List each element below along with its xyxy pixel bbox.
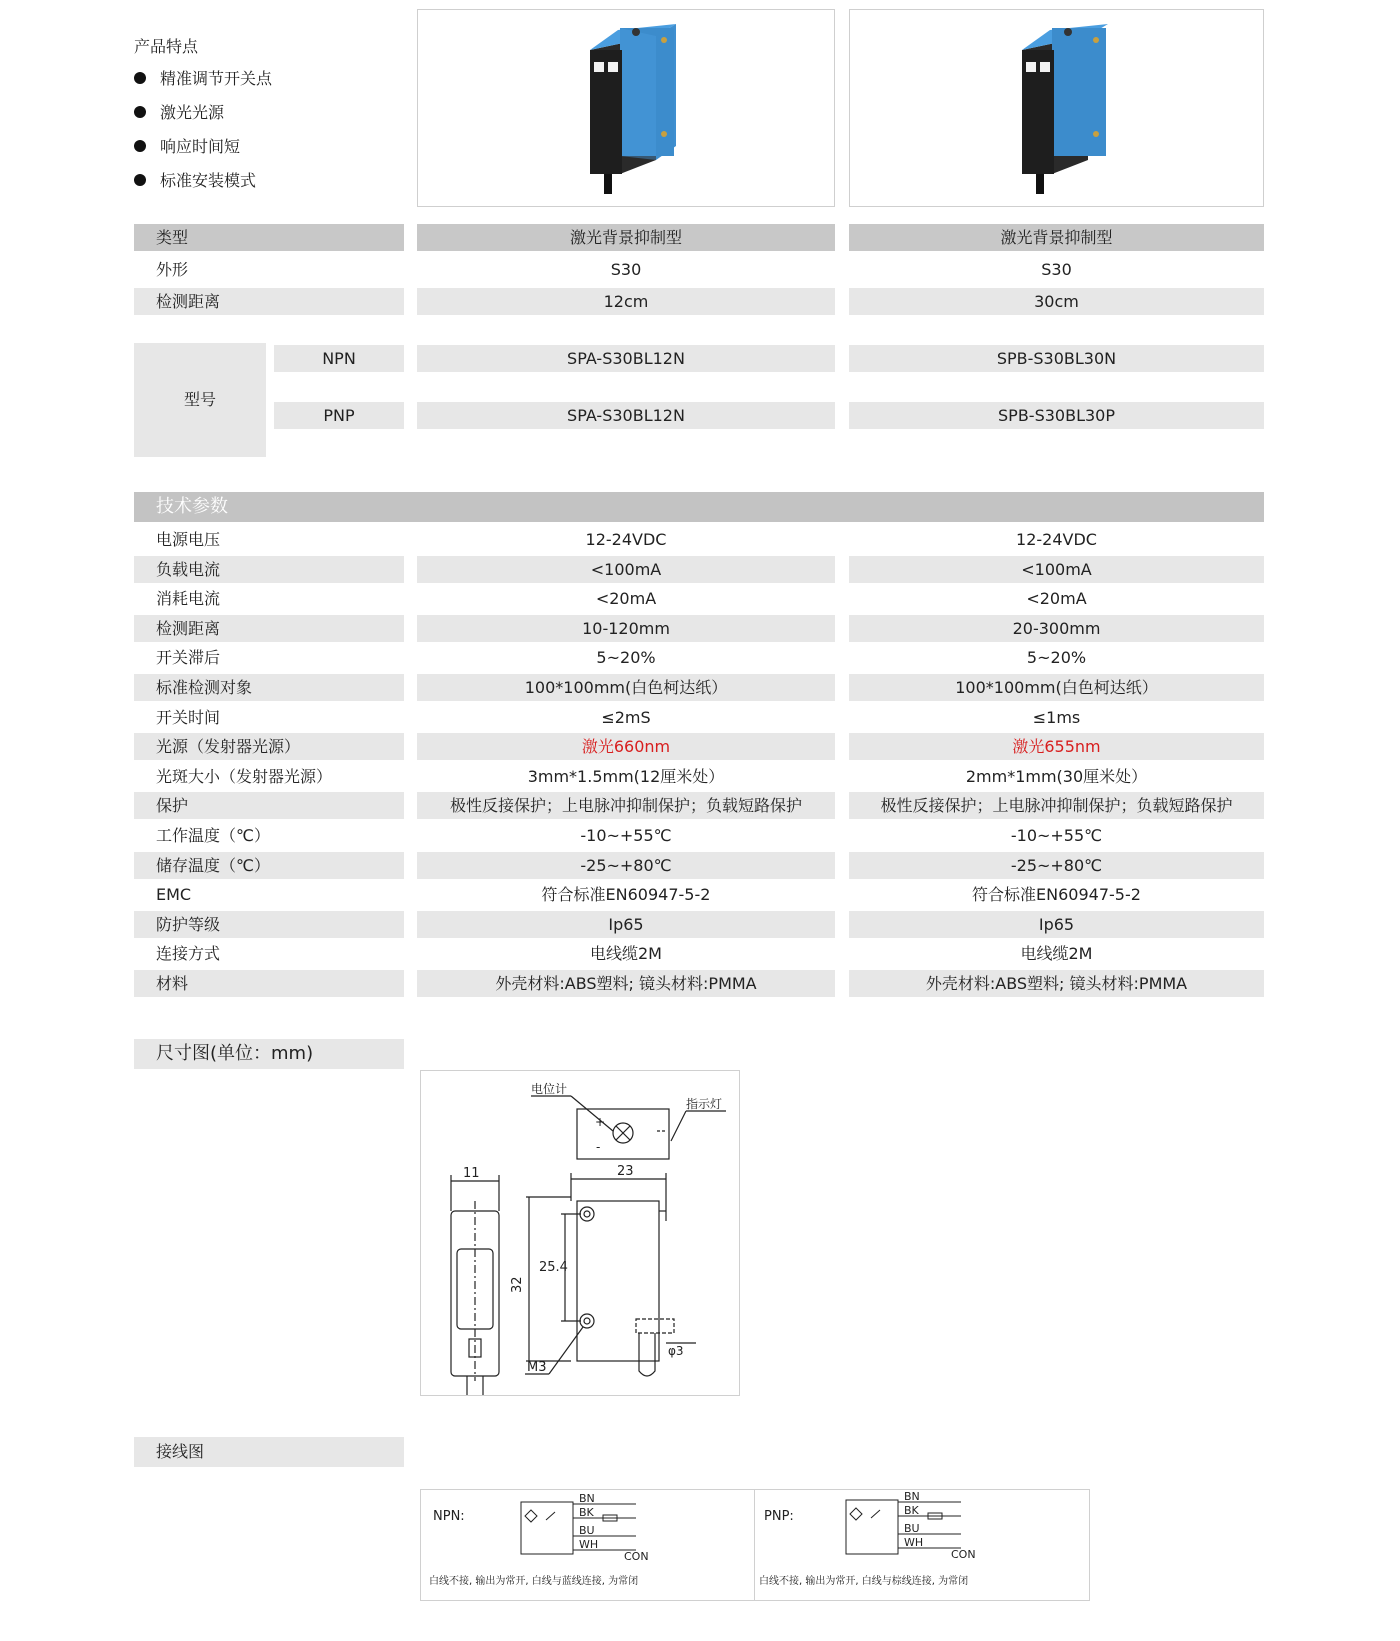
tech-row-value: 符合标准EN60947-5-2	[972, 885, 1141, 904]
pnp-model-1: SPA-S30BL12N	[417, 402, 835, 429]
row-value: 30cm	[849, 288, 1264, 315]
npn-note: 白线不接, 输出为常开, 白线与蓝线连接, 为常闭	[429, 1576, 639, 1587]
wiring-diagram	[420, 1489, 1090, 1601]
tech-row-value: 电线缆2M	[590, 944, 662, 963]
tech-row-value: 激光660nm	[417, 733, 835, 760]
tech-row-value: ≤1ms	[1032, 708, 1081, 727]
height-25: 25.4	[539, 1260, 568, 1275]
tech-row-value: 外壳材料:ABS塑料; 镜头材料:PMMA	[849, 970, 1264, 997]
height-32: 32	[510, 1276, 525, 1293]
pnp-model-2: SPB-S30BL30P	[849, 402, 1264, 429]
pnp-wh: WH	[904, 1536, 924, 1549]
tech-row-value: 极性反接保护；上电脉冲抑制保护；负载短路保护	[417, 792, 835, 819]
tech-title: 技术参数	[134, 492, 1264, 522]
tech-row-label: 电源电压	[156, 530, 221, 549]
tech-row-value: 12-24VDC	[585, 530, 667, 549]
row-label: 检测距离	[134, 288, 404, 315]
tech-row-value: 100*100mm(白色柯达纸）	[417, 674, 835, 701]
pnp-bn: BN	[904, 1490, 920, 1503]
feature-item: 激光光源	[134, 100, 224, 123]
tech-row-value: 5~20%	[1026, 648, 1087, 667]
row-value: 激光背景抑制型	[417, 224, 835, 251]
m3-label: M3	[527, 1360, 547, 1375]
feature-item: 标准安装模式	[134, 168, 256, 191]
tech-row-value: 极性反接保护；上电脉冲抑制保护；负载短路保护	[849, 792, 1264, 819]
npn-con: CON	[624, 1550, 649, 1563]
tech-row-label: 开关滞后	[156, 648, 221, 667]
model-label: 型号	[134, 343, 266, 457]
tech-row-value: ≤2mS	[601, 708, 651, 727]
svg-text:-: -	[596, 1140, 601, 1154]
tech-row-label: 保护	[134, 792, 404, 819]
sensor-image	[850, 10, 1263, 206]
npn-label: NPN	[274, 345, 404, 372]
tech-row-label: 光斑大小（发射器光源）	[156, 767, 333, 786]
pnp-con: CON	[951, 1548, 976, 1561]
tech-row-value: Ip65	[417, 911, 835, 938]
tech-row-label: 储存温度（℃）	[134, 852, 404, 879]
dimension-diagram	[421, 1071, 739, 1395]
npn-model-2: SPB-S30BL30N	[849, 345, 1264, 372]
tech-row-label: 光源（发射器光源）	[134, 733, 404, 760]
features-title: 产品特点	[134, 37, 199, 56]
pot-label: 电位计	[531, 1082, 568, 1096]
row-value: S30	[1041, 260, 1072, 279]
tech-row-value: 3mm*1.5mm(12厘米处）	[527, 767, 725, 786]
row-value: 激光背景抑制型	[849, 224, 1264, 251]
tech-row-value: 外壳材料:ABS塑料; 镜头材料:PMMA	[417, 970, 835, 997]
tech-row-label: 工作温度（℃）	[156, 826, 270, 845]
dimension-title: 尺寸图(单位：mm)	[134, 1039, 404, 1069]
wiring-title: 接线图	[134, 1437, 404, 1467]
bullet-icon	[134, 72, 146, 84]
npn-bk: BK	[579, 1506, 594, 1519]
phi-3: φ3	[668, 1344, 684, 1358]
feature-item: 响应时间短	[134, 134, 240, 157]
tech-row-label: 消耗电流	[156, 589, 221, 608]
bullet-icon	[134, 174, 146, 186]
led-label: 指示灯	[686, 1097, 723, 1111]
npn-wh: WH	[579, 1538, 599, 1551]
tech-row-value: -10~+55℃	[580, 826, 672, 845]
dimension-drawing	[420, 1070, 740, 1396]
npn-bn: BN	[579, 1492, 595, 1505]
row-value: S30	[610, 260, 642, 279]
tech-row-value: -10~+55℃	[1010, 826, 1103, 845]
tech-row-label: 负载电流	[134, 556, 404, 583]
tech-row-label: 标准检测对象	[134, 674, 404, 701]
tech-row-value: 激光655nm	[849, 733, 1264, 760]
tech-row-value: 5~20%	[596, 648, 656, 667]
tech-row-value: <100mA	[417, 556, 835, 583]
bullet-icon	[134, 140, 146, 152]
bullet-icon	[134, 106, 146, 118]
tech-row-label: 防护等级	[134, 911, 404, 938]
product-photo-spa	[417, 9, 835, 207]
wiring-svg	[421, 1490, 1089, 1600]
row-label: 外形	[156, 260, 189, 279]
tech-row-value: 10-120mm	[417, 615, 835, 642]
sensor-image	[418, 10, 834, 206]
tech-row-value: Ip65	[849, 911, 1264, 938]
tech-row-value: 符合标准EN60947-5-2	[541, 885, 711, 904]
width-11: 11	[463, 1166, 480, 1181]
npn-type-label: NPN:	[433, 1509, 465, 1524]
tech-row-value: <20mA	[1026, 589, 1087, 608]
tech-row-value: 20-300mm	[849, 615, 1264, 642]
width-23: 23	[617, 1164, 634, 1179]
pnp-bk: BK	[904, 1504, 919, 1517]
svg-text:+: +	[595, 1115, 606, 1129]
tech-row-value: 12-24VDC	[1016, 530, 1097, 549]
tech-row-label: 材料	[134, 970, 404, 997]
pnp-note: 白线不接, 输出为常开, 白线与棕线连接, 为常闭	[759, 1576, 969, 1587]
tech-row-value: <20mA	[595, 589, 657, 608]
tech-row-value: <100mA	[849, 556, 1264, 583]
row-value: 12cm	[417, 288, 835, 315]
tech-row-label: 连接方式	[156, 944, 221, 963]
tech-row-value: 100*100mm(白色柯达纸）	[849, 674, 1264, 701]
npn-model-1: SPA-S30BL12N	[417, 345, 835, 372]
tech-row-label: EMC	[156, 885, 192, 904]
npn-bu: BU	[579, 1524, 595, 1537]
tech-row-label: 检测距离	[134, 615, 404, 642]
tech-row-value: 电线缆2M	[1020, 944, 1093, 963]
product-photo-spb	[849, 9, 1264, 207]
pnp-label: PNP	[274, 402, 404, 429]
tech-row-value: -25~+80℃	[417, 852, 835, 879]
row-label: 类型	[134, 224, 404, 251]
pnp-bu: BU	[904, 1522, 920, 1535]
tech-row-label: 开关时间	[156, 708, 221, 727]
tech-row-value: 2mm*1mm(30厘米处）	[965, 767, 1148, 786]
pnp-type-label: PNP:	[764, 1509, 794, 1524]
feature-item: 精准调节开关点	[134, 66, 272, 89]
tech-row-value: -25~+80℃	[849, 852, 1264, 879]
